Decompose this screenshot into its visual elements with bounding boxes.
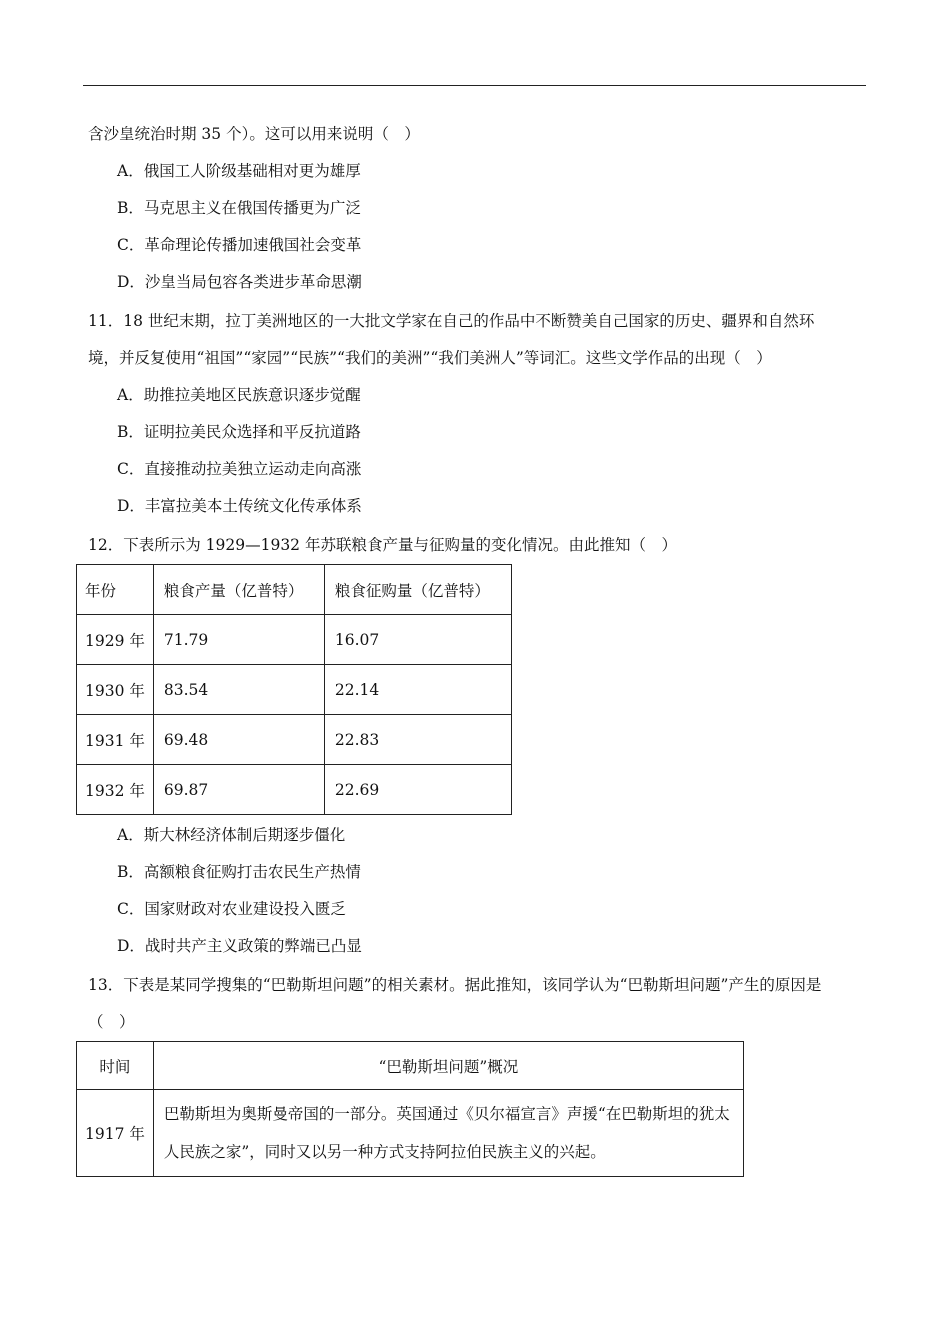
cell-time: 1917 年 bbox=[77, 1090, 154, 1177]
q10-stem-tail: 含沙皇统治时期 35 个）。这可以用来说明（ ） bbox=[88, 125, 420, 143]
q13-stem-line2: （ ） bbox=[88, 1013, 135, 1031]
q10-option-d[interactable]: D．沙皇当局包容各类进步革命思潮 bbox=[117, 273, 362, 291]
q11-option-c[interactable]: C．直接推动拉美独立运动走向高涨 bbox=[117, 460, 362, 478]
grain-table bbox=[76, 564, 512, 815]
cell-output: 71.79 bbox=[153, 615, 324, 665]
q12-option-a[interactable]: A．斯大林经济体制后期逐步僵化 bbox=[117, 826, 346, 844]
q11-stem-line1: 11．18 世纪末期，拉丁美洲地区的一大批文学家在自己的作品中不断赞美自己国家的历史、疆界和自然环 bbox=[88, 312, 815, 330]
cell-year: 1930 年 bbox=[77, 665, 154, 715]
header-time: 时间 bbox=[77, 1042, 154, 1090]
q10-option-a[interactable]: A．俄国工人阶级基础相对更为雄厚 bbox=[117, 162, 361, 180]
cell-procurement: 22.14 bbox=[324, 665, 511, 715]
table-row bbox=[77, 1090, 744, 1177]
table-row bbox=[77, 765, 512, 815]
table-header-row bbox=[77, 565, 512, 615]
cell-year: 1931 年 bbox=[77, 715, 154, 765]
cell-output: 83.54 bbox=[153, 665, 324, 715]
header-output: 粮食产量（亿普特） bbox=[153, 565, 324, 615]
cell-procurement: 22.83 bbox=[324, 715, 511, 765]
q10-option-c[interactable]: C．革命理论传播加速俄国社会变革 bbox=[117, 236, 362, 254]
q12-option-c[interactable]: C．国家财政对农业建设投入匮乏 bbox=[117, 900, 346, 918]
palestine-table bbox=[76, 1041, 744, 1177]
cell-procurement: 16.07 bbox=[324, 615, 511, 665]
q11-option-b[interactable]: B．证明拉美民众选择和平反抗道路 bbox=[117, 423, 361, 441]
table-row bbox=[77, 615, 512, 665]
header-overview: “巴勒斯坦问题”概况 bbox=[153, 1042, 743, 1090]
q13-stem-line1: 13．下表是某同学搜集的“巴勒斯坦问题”的相关素材。据此推知，该同学认为“巴勒斯坦问题”产生的原因是 bbox=[88, 976, 822, 994]
q11-option-d[interactable]: D．丰富拉美本土传统文化传承体系 bbox=[117, 497, 362, 515]
table-header-row bbox=[77, 1042, 744, 1090]
table-row bbox=[77, 665, 512, 715]
cell-year: 1932 年 bbox=[77, 765, 154, 815]
header-year: 年份 bbox=[77, 565, 154, 615]
q11-stem-line2: 境，并反复使用“祖国”“家园”“民族”“我们的美洲”“我们美洲人”等词汇。这些文学作品的出现（ ） bbox=[88, 349, 772, 367]
q12-stem: 12．下表所示为 1929—1932 年苏联粮食产量与征购量的变化情况。由此推知（ ） bbox=[88, 536, 677, 554]
header-procurement: 粮食征购量（亿普特） bbox=[324, 565, 511, 615]
cell-output: 69.87 bbox=[153, 765, 324, 815]
table-row bbox=[77, 715, 512, 765]
cell-procurement: 22.69 bbox=[324, 765, 511, 815]
q10-option-b[interactable]: B．马克思主义在俄国传播更为广泛 bbox=[117, 199, 361, 217]
cell-output: 69.48 bbox=[153, 715, 324, 765]
q12-option-b[interactable]: B．高额粮食征购打击农民生产热情 bbox=[117, 863, 361, 881]
header-rule bbox=[83, 85, 866, 86]
cell-overview: 巴勒斯坦为奥斯曼帝国的一部分。英国通过《贝尔福宣言》声援“在巴勒斯坦的犹太人民族之家”，同时又以另一种方式支持阿拉伯民族主义的兴起。 bbox=[153, 1090, 743, 1177]
cell-year: 1929 年 bbox=[77, 615, 154, 665]
q12-option-d[interactable]: D．战时共产主义政策的弊端已凸显 bbox=[117, 937, 362, 955]
q11-option-a[interactable]: A．助推拉美地区民族意识逐步觉醒 bbox=[117, 386, 361, 404]
